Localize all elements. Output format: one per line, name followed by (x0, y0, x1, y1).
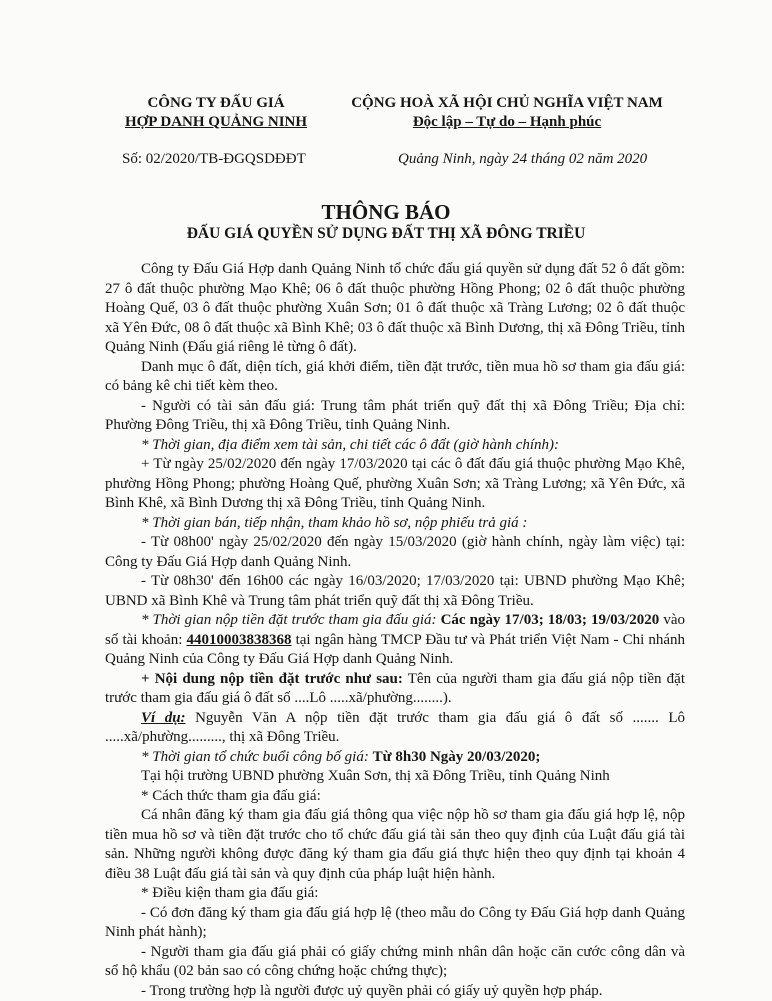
sale-time-paragraph-1: - Từ 08h00' ngày 25/02/2020 đến ngày 15/03/2020 (giờ hành chính, ngày làm việc) tại: Công ty Đấu Giá Hợp danh Quảng Ninh. (105, 533, 685, 572)
deposit-mid: vào số tài khoản: (105, 612, 685, 648)
example-rest: Nguyễn Văn A nộp tiền đặt trước tham gia đấu giá ô đất số ....... Lô .....xã/phường........., thị xã Đông Triều. (105, 710, 685, 746)
participation-method-heading: * Cách thức tham gia đấu giá: (105, 787, 685, 807)
announcement-time: Từ 8h30 Ngày 20/03/2020; (373, 749, 541, 765)
document-body (105, 260, 685, 1001)
condition-item-1: - Có đơn đăng ký tham gia đấu giá hợp lệ (theo mẫu do Công ty Đấu Giá hợp danh Quảng Ninh phát hành); (105, 904, 685, 943)
national-title: CỘNG HOÀ XÃ HỘI CHỦ NGHĨA VIỆT NAM (337, 94, 677, 113)
viewing-time-paragraph: + Từ ngày 25/02/2020 đến ngày 17/03/2020 tại các ô đất đấu giá thuộc phường Mạo Khê, phường Hồng Phong; phường Hoàng Quế, phường Xuân Sơn; xã Tràng Lương; xã Yên Đức, xã Bình Khê, xã Bình Dương thị xã Đông Triều, tỉnh Quảng Ninh. (105, 455, 685, 514)
conditions-heading: * Điều kiện tham gia đấu giá: (105, 884, 685, 904)
sale-time-paragraph-2: - Từ 08h30' đến 16h00 các ngày 16/03/2020; 17/03/2020 tại: UBND phường Mạo Khê; UBND xã Bình Khê và Trung tâm phát triển quỹ đất thị xã Đông Triều. (105, 572, 685, 611)
bank-account-number: 44010003838368 (186, 632, 291, 648)
condition-item-3: - Trong trường hợp là người được uỷ quyền phải có giấy uỷ quyền hợp pháp. (105, 982, 685, 1001)
deposit-label: * Thời gian nộp tiền đặt trước tham gia đấu giá: (141, 612, 437, 628)
example-paragraph (105, 709, 685, 748)
participation-method-paragraph: Cá nhân đăng ký tham gia đấu giá thông qua việc nộp hồ sơ tham gia đấu giá hợp lệ, nộp tiền mua hồ sơ và tiền đặt trước cho tổ chức đấu giá tài sản theo quy định của Luật đấu giá tài sản. Những người không được đăng ký tham gia đấu giá thực hiện theo quy định tại khoản 4 điều 38 Luật đấu giá tài sản và quy định của pháp luật hiện hành. (105, 806, 685, 884)
national-header (337, 94, 677, 132)
deposit-paragraph (105, 611, 685, 670)
example-label: Ví dụ: (141, 710, 186, 726)
company-name-line1: CÔNG TY ĐẤU GIÁ (96, 94, 336, 113)
company-name-line2: HỢP DANH QUẢNG NINH (96, 113, 336, 132)
document-number: Số: 02/2020/TB-ĐGQSDĐĐT (122, 151, 306, 168)
document-subtitle: ĐẤU GIÁ QUYỀN SỬ DỤNG ĐẤT THỊ XÃ ĐÔNG TRIỀU (0, 225, 772, 243)
document-title: THÔNG BÁO (0, 200, 772, 225)
listing-paragraph: Danh mục ô đất, diện tích, giá khởi điểm, tiền đặt trước, tiền mua hồ sơ tham gia đấu giá: có bảng kê chi tiết kèm theo. (105, 358, 685, 397)
sale-time-heading: * Thời gian bán, tiếp nhận, tham khảo hồ sơ, nộp phiếu trả giá : (105, 514, 685, 534)
announcement-paragraph (105, 748, 685, 768)
deposit-rest: tại ngân hàng TMCP Đầu tư và Phát triển Việt Nam - Chi nhánh Quảng Ninh của Công ty Đấu Giá Hợp danh Quảng Ninh. (105, 632, 685, 668)
deposit-content-label: + Nội dung nộp tiền đặt trước như sau: (141, 671, 403, 687)
intro-paragraph: Công ty Đấu Giá Hợp danh Quảng Ninh tổ chức đấu giá quyền sử dụng đất 52 ô đất gồm: 27 ô đất thuộc phường Mạo Khê; 06 ô đất thuộc phường Hồng Phong; 02 ô đất thuộc phường Hoàng Quế, 03 ô đất thuộc phường Xuân Sơn; 01 ô đất thuộc xã Tràng Lương; 02 ô đất thuộc xã Yên Đức, 08 ô đất thuộc xã Bình Khê; 03 ô đất thuộc xã Bình Dương, thị xã Đông Triều, tỉnh Quảng Ninh (Đấu giá riêng lẻ từng ô đất). (105, 260, 685, 358)
national-motto: Độc lập – Tự do – Hạnh phúc (337, 113, 677, 132)
deposit-dates: Các ngày 17/03; 18/03; 19/03/2020 (441, 612, 660, 628)
venue-paragraph: Tại hội trường UBND phường Xuân Sơn, thị xã Đông Triều, tỉnh Quảng Ninh (105, 767, 685, 787)
announcement-label: * Thời gian tổ chức buổi công bố giá: (141, 749, 369, 765)
asset-owner-paragraph: - Người có tài sản đấu giá: Trung tâm phát triển quỹ đất thị xã Đông Triều; Địa chỉ: Phường Đông Triều, thị xã Đông Triều, tỉnh Quảng Ninh. (105, 397, 685, 436)
document-date: Quảng Ninh, ngày 24 tháng 02 năm 2020 (398, 151, 647, 168)
condition-item-2: - Người tham gia đấu giá phải có giấy chứng minh nhân dân hoặc căn cước công dân và sổ hộ khẩu (02 bản sao có công chứng hoặc chứng thực); (105, 943, 685, 982)
deposit-content-rest: Tên của người tham gia đấu giá nộp tiền đặt trước tham gia đấu giá ô đất số ....Lô .....xã/phường........). (105, 671, 685, 707)
viewing-time-heading: * Thời gian, địa điểm xem tài sản, chi tiết các ô đất (giờ hành chính): (105, 436, 685, 456)
company-header (96, 94, 336, 132)
deposit-content-paragraph (105, 670, 685, 709)
